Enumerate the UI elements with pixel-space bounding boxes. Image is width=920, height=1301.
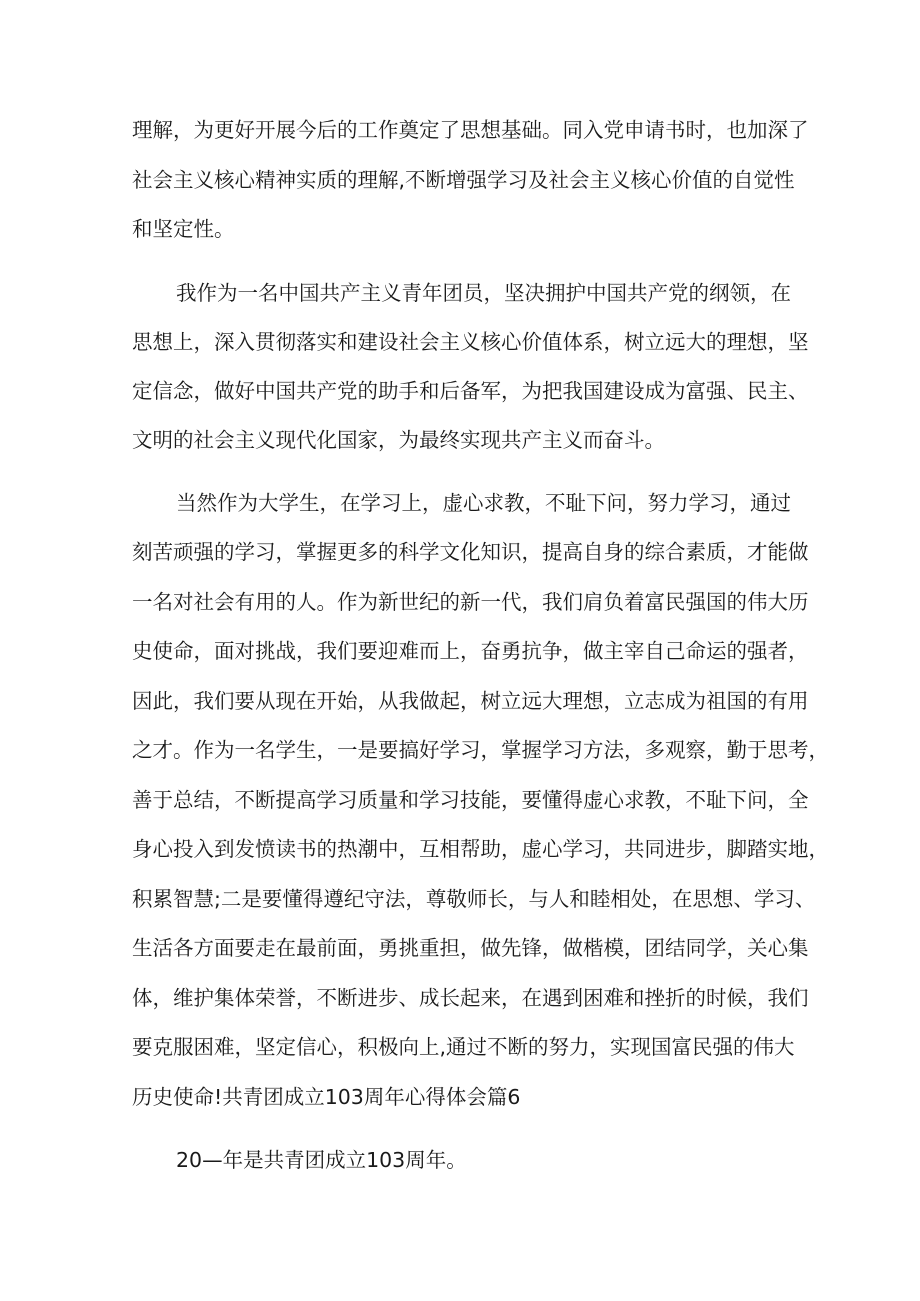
paragraph-3-line-1: 当然作为大学生，在学习上，虚心求教，不耻下问，努力学习，通过: [176, 491, 791, 515]
paragraph-1-line-2: 社会主义核心精神实质的理解,不断增强学习及社会主义核心价值的自觉性: [132, 168, 795, 192]
paragraph-3-line-10: 生活各方面要走在最前面，勇挑重担，做先锋，做楷模，团结同学，关心集: [132, 936, 809, 960]
paragraph-3-line-12: 要克服困难，坚定信心，积极向上,通过不断的努力，实现国富民强的伟大: [132, 1035, 795, 1059]
paragraph-3-line-11: 体，维护集体荣誉，不断进步、成长起来，在遇到困难和挫折的时候，我们: [132, 986, 809, 1010]
paragraph-1-line-3: 和坚定性。: [132, 217, 235, 241]
paragraph-2-line-2: 思想上，深入贯彻落实和建设社会主义核心价值体系，树立远大的理想，坚: [132, 330, 809, 354]
paragraph-3-line-9: 积累智慧;二是要懂得遵纪守法，尊敬师长，与人和睦相处，在思想、学习、: [132, 887, 816, 911]
paragraph-3-line-6: 之才。作为一名学生，一是要搞好学习，掌握学习方法，多观察，勤于思考，: [132, 738, 829, 762]
paragraph-1-line-1: 理解，为更好开展今后的工作奠定了思想基础。同入党申请书时，也加深了: [132, 118, 809, 142]
paragraph-2-line-4: 文明的社会主义现代化国家，为最终实现共产主义而奋斗。: [132, 428, 665, 452]
paragraph-2-line-3: 定信念，做好中国共产党的助手和后备军，为把我国建设成为富强、民主、: [132, 379, 809, 403]
paragraph-3-line-13: 历史使命!共青团成立103周年心得体会篇6: [132, 1085, 521, 1109]
paragraph-3-line-7: 善于总结，不断提高学习质量和学习技能，要懂得虚心求教，不耻下问，全: [132, 788, 809, 812]
paragraph-3-line-8: 身心投入到发愤读书的热潮中，互相帮助，虚心学习，共同进步，脚踏实地，: [132, 837, 829, 861]
paragraph-3-line-4: 史使命，面对挑战，我们要迎难而上，奋勇抗争，做主宰自己命运的强者，: [132, 639, 809, 663]
paragraph-3-line-2: 刻苦顽强的学习，掌握更多的科学文化知识，提高自身的综合素质，才能做: [132, 540, 809, 564]
paragraph-2-line-1: 我作为一名中国共产主义青年团员，坚决拥护中国共产党的纲领，在: [176, 281, 791, 305]
paragraph-3-line-3: 一名对社会有用的人。作为新世纪的新一代，我们肩负着富民强国的伟大历: [132, 590, 809, 614]
paragraph-3-line-5: 因此，我们要从现在开始，从我做起，树立远大理想，立志成为祖国的有用: [132, 689, 809, 713]
paragraph-4-line-1: 20—年是共青团成立103周年。: [176, 1148, 467, 1172]
